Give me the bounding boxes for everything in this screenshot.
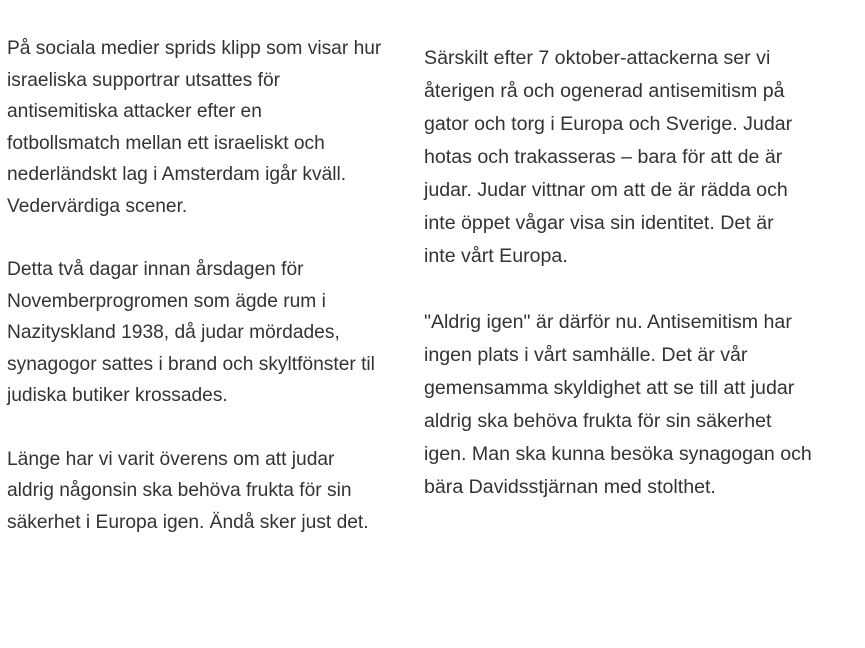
left-paragraph-3: Länge har vi varit överens om att judar aldrig någonsin ska behöva frukta för sin säkerhet i Europa igen. Ändå sker just det. [7, 448, 369, 533]
left-paragraph-1: På sociala medier sprids klipp som visar hur israeliska supportrar utsattes för antisemitiska attacker efter en fotbollsmatch mellan ett israeliskt och nederländskt lag i Amsterdam igår kväll. Vedervärdiga scener. [7, 38, 382, 217]
left-paragraph-2: Detta två dagar innan årsdagen för Novemberprogromen som ägde rum i Nazityskland 1938, då judar mördades, synagogor sattes i brand och skyltfönster til judiska butiker krossades. [7, 259, 375, 406]
right-paragraph-1: Särskilt efter 7 oktober-attackerna ser vi återigen rå och ogenerad antisemitism på gator och torg i Europa och Sverige. Judar hotas och trakasseras – bara för att de är judar. Judar vittnar om att de är rädda och inte öppet vågar visa sin identitet. Det är inte vårt Europa. [424, 47, 793, 267]
right-paragraph-2: "Aldrig igen" är därför nu. Antisemitism har ingen plats i vårt samhälle. Det är vår gemensamma skyldighet att se till att judar aldrig ska behöva frukta för sin säkerhet igen. Man ska kunna besöka synagogan och bära Davidsstjärnan med stolthet. [424, 311, 812, 498]
left-text-column [7, 0, 417, 538]
right-text-column [424, 0, 865, 504]
